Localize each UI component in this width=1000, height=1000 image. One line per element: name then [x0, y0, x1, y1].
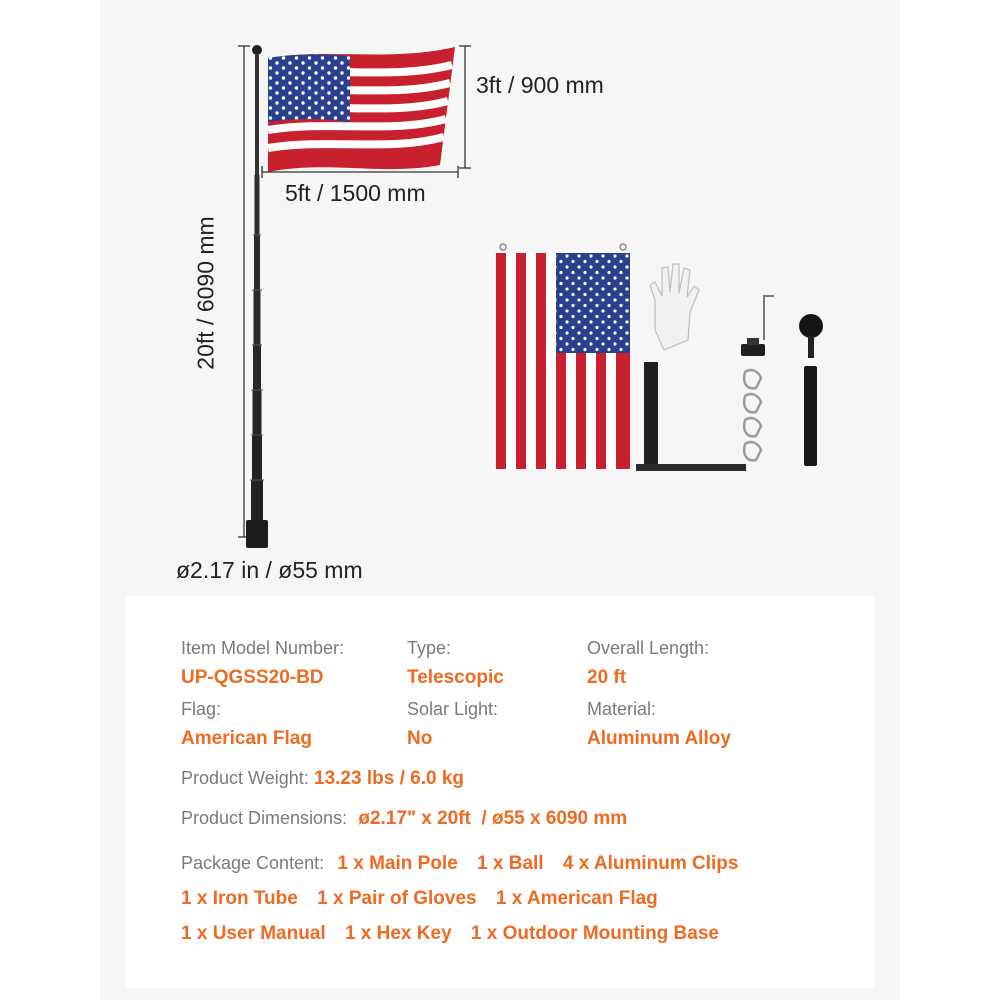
- flagpole: [246, 45, 268, 548]
- product-dimensions-label: Product Dimensions:: [181, 808, 348, 828]
- mounting-base: [636, 362, 746, 471]
- flag-field: [181, 699, 312, 750]
- package-item-mounting-base: 1 x Outdoor Mounting Base: [470, 923, 719, 944]
- flag-height-dimension-line: [459, 46, 471, 168]
- package-item-user-manual: 1 x User Manual: [181, 923, 326, 944]
- pole-length-label: 20ft / 6090 mm: [192, 216, 219, 370]
- flag-height-label: 3ft / 900 mm: [476, 72, 604, 98]
- product-weight-line: [181, 768, 464, 790]
- glove: [650, 264, 699, 350]
- pole-cap: [741, 338, 765, 356]
- material-field: [587, 699, 731, 750]
- overall-length-label: Overall Length:: [587, 638, 710, 658]
- flag-value: American Flag: [181, 728, 312, 749]
- package-content-line-1: [181, 853, 752, 875]
- hex-key: [764, 296, 774, 340]
- type-field: [407, 638, 504, 689]
- american-flag-flying: [268, 47, 455, 172]
- package-content-label: Package Content:: [181, 853, 325, 873]
- pole-length-dimension-line: [238, 46, 250, 537]
- solar-light-value: No: [407, 728, 433, 749]
- product-weight-label: Product Weight:: [181, 768, 309, 788]
- package-item-ball: 1 x Ball: [477, 853, 544, 874]
- product-weight-value: 13.23 lbs / 6.0 kg: [314, 768, 464, 789]
- material-label: Material:: [587, 699, 657, 719]
- package-item-hex-key: 1 x Hex Key: [344, 923, 452, 944]
- solar-light-label: Solar Light:: [407, 699, 499, 719]
- flag-label: Flag:: [181, 699, 222, 719]
- pole-diameter-label: ø2.17 in / ø55 mm: [176, 557, 363, 583]
- package-content-line-3: [181, 923, 733, 945]
- package-item-iron-tube: 1 x Iron Tube: [181, 888, 298, 909]
- type-value: Telescopic: [407, 667, 504, 688]
- type-label: Type:: [407, 638, 452, 658]
- solar-light-field: [407, 699, 498, 750]
- package-content-line-2: [181, 888, 672, 910]
- package-item-american-flag: 1 x American Flag: [495, 888, 658, 909]
- product-dimensions-line: [181, 808, 627, 830]
- package-item-gloves: 1 x Pair of Gloves: [317, 888, 477, 909]
- aluminum-clips: [744, 370, 761, 460]
- model-number-field: [181, 638, 344, 689]
- product-dimensions-value: ø2.17" x 20ft / ø55 x 6090 mm: [358, 808, 628, 829]
- model-number-label: Item Model Number:: [181, 638, 345, 658]
- flag-width-label: 5ft / 1500 mm: [285, 180, 426, 206]
- model-number-value: UP-QGSS20-BD: [181, 667, 324, 688]
- overall-length-value: 20 ft: [587, 667, 627, 688]
- package-item-aluminum-clips: 4 x Aluminum Clips: [562, 853, 739, 874]
- material-value: Aluminum Alloy: [587, 728, 731, 749]
- american-flag-package: [496, 244, 630, 469]
- overall-length-field: [587, 638, 709, 689]
- package-item-main-pole: 1 x Main Pole: [337, 853, 458, 874]
- ball-and-iron-tube: [799, 314, 823, 466]
